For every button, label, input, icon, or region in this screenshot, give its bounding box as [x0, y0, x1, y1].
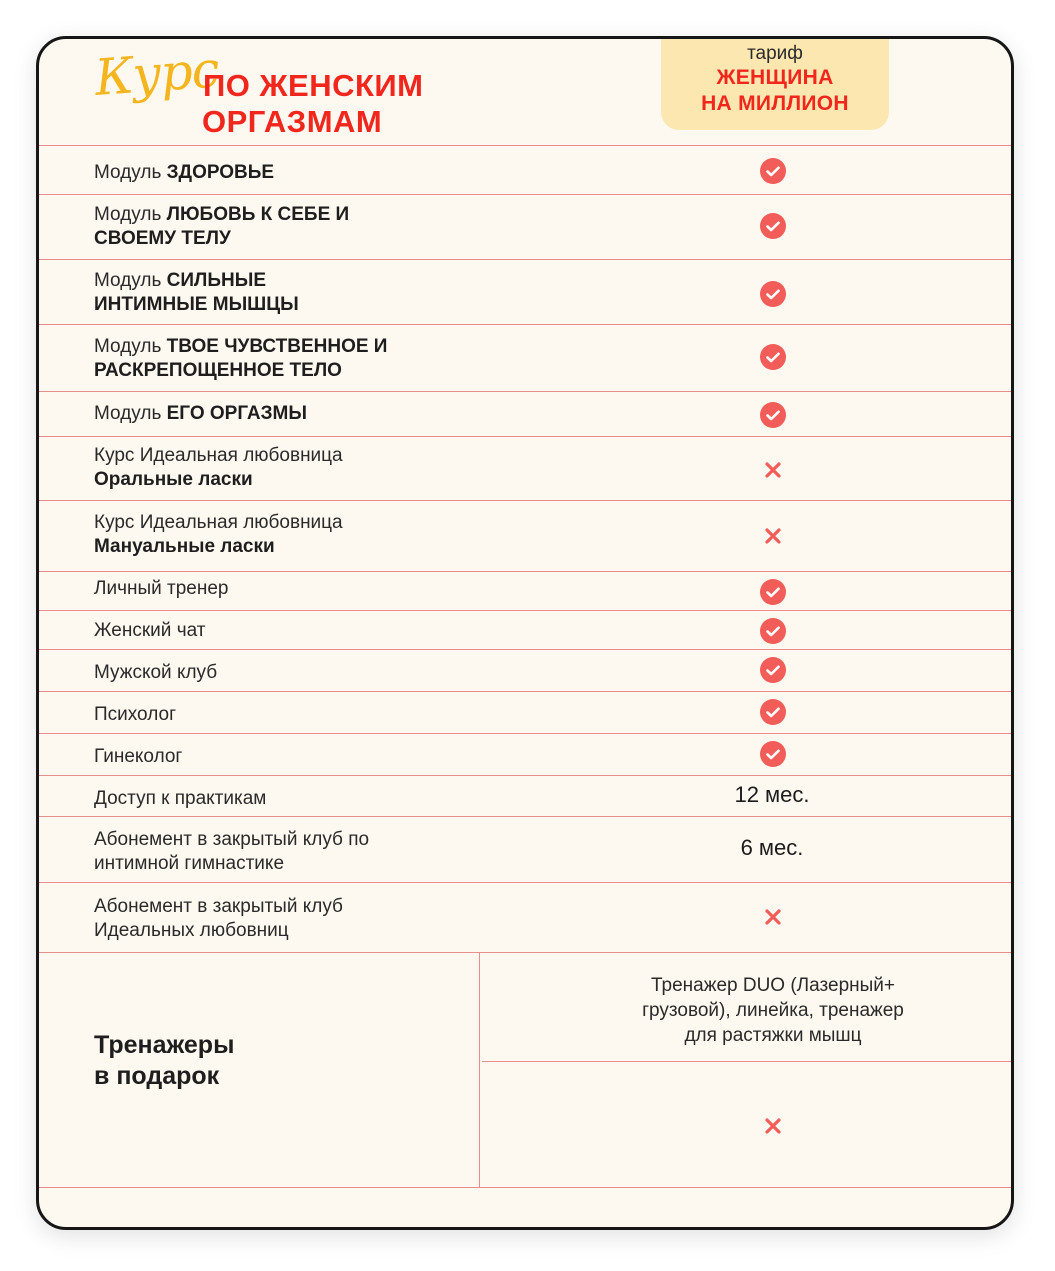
row-value	[751, 902, 795, 932]
cross-icon	[761, 458, 785, 482]
check-circle-icon	[760, 618, 786, 644]
row-value	[751, 455, 795, 485]
row-value	[751, 739, 795, 769]
row-divider	[39, 952, 1011, 953]
row-divider	[39, 691, 1011, 692]
row-value-text: 6 мес.	[740, 835, 804, 860]
cross-icon	[761, 905, 785, 929]
row-divider	[482, 1061, 1011, 1062]
tariff-table-card	[36, 36, 1014, 1230]
course-title-line1: ПО ЖЕНСКИМ	[203, 68, 424, 103]
row-divider	[39, 259, 1011, 260]
course-title	[203, 68, 424, 140]
row-value	[751, 521, 795, 551]
row-divider	[39, 610, 1011, 611]
row-value	[751, 400, 795, 430]
check-circle-icon	[760, 741, 786, 767]
row-divider	[39, 649, 1011, 650]
row-label: Курс Идеальная любовница Оральные ласки	[94, 445, 343, 490]
row-label: Абонемент в закрытый клуб Идеальных любовниц	[94, 896, 343, 941]
gifts-label: Тренажеры в подарок	[94, 1031, 235, 1090]
row-divider	[39, 775, 1011, 776]
check-circle-icon	[760, 699, 786, 725]
check-circle-icon	[760, 402, 786, 428]
row-value	[751, 211, 795, 241]
row-label: Абонемент в закрытый клуб по интимной гимнастике	[94, 829, 370, 874]
check-circle-icon	[760, 344, 786, 370]
row-label: Модуль ЗДОРОВЬЕ	[94, 162, 275, 183]
row-value-text: 12 мес.	[734, 782, 810, 807]
gifts-value: Тренажер DUO (Лазерный+ грузовой), линейка, тренажер для растяжки мышц	[642, 975, 904, 1046]
gifts-value-2	[751, 1111, 795, 1141]
row-label: Мужской клуб	[94, 662, 218, 683]
row-divider	[39, 145, 1011, 146]
row-value	[751, 655, 795, 685]
check-circle-icon	[760, 158, 786, 184]
row-label: Модуль СИЛЬНЫЕ ИНТИМНЫЕ МЫШЦЫ	[94, 270, 299, 315]
row-divider	[39, 391, 1011, 392]
tariff-label: тариф	[747, 43, 803, 64]
row-value	[751, 697, 795, 727]
course-title-line2: ОРГАЗМАМ	[202, 104, 383, 139]
row-divider	[39, 816, 1011, 817]
course-script-word: Курс	[92, 40, 221, 107]
row-divider	[39, 436, 1011, 437]
check-circle-icon	[760, 281, 786, 307]
row-label: Модуль ЕГО ОРГАЗМЫ	[94, 403, 307, 424]
row-label: Психолог	[94, 704, 177, 725]
row-label: Модуль ЛЮБОВЬ К СЕБЕ И СВОЕМУ ТЕЛУ	[94, 204, 350, 249]
row-value	[751, 279, 795, 309]
tariff-header	[661, 39, 889, 130]
row-value	[751, 616, 795, 646]
cross-icon	[761, 524, 785, 548]
column-divider	[479, 953, 480, 1187]
tariff-name-line1: ЖЕНЩИНА	[716, 66, 834, 89]
check-circle-icon	[760, 213, 786, 239]
row-divider	[39, 500, 1011, 501]
tariff-name-line2: НА МИЛЛИОН	[701, 92, 849, 115]
row-divider	[39, 194, 1011, 195]
row-label: Курс Идеальная любовница Мануальные ласки	[94, 512, 343, 557]
row-divider	[39, 733, 1011, 734]
row-divider	[39, 324, 1011, 325]
row-divider	[39, 882, 1011, 883]
check-circle-icon	[760, 579, 786, 605]
row-divider	[39, 1187, 1011, 1188]
row-value	[751, 577, 795, 607]
cross-icon	[761, 1114, 785, 1138]
row-label: Гинеколог	[94, 746, 183, 767]
row-label: Женский чат	[94, 620, 206, 641]
row-value	[751, 342, 795, 372]
row-label: Модуль ТВОЕ ЧУВСТВЕННОЕ И РАСКРЕПОЩЕННОЕ ТЕЛО	[94, 336, 388, 381]
row-value	[751, 156, 795, 186]
check-circle-icon	[760, 657, 786, 683]
row-label: Доступ к практикам	[94, 788, 267, 809]
row-label: Личный тренер	[94, 578, 229, 599]
row-divider	[39, 571, 1011, 572]
